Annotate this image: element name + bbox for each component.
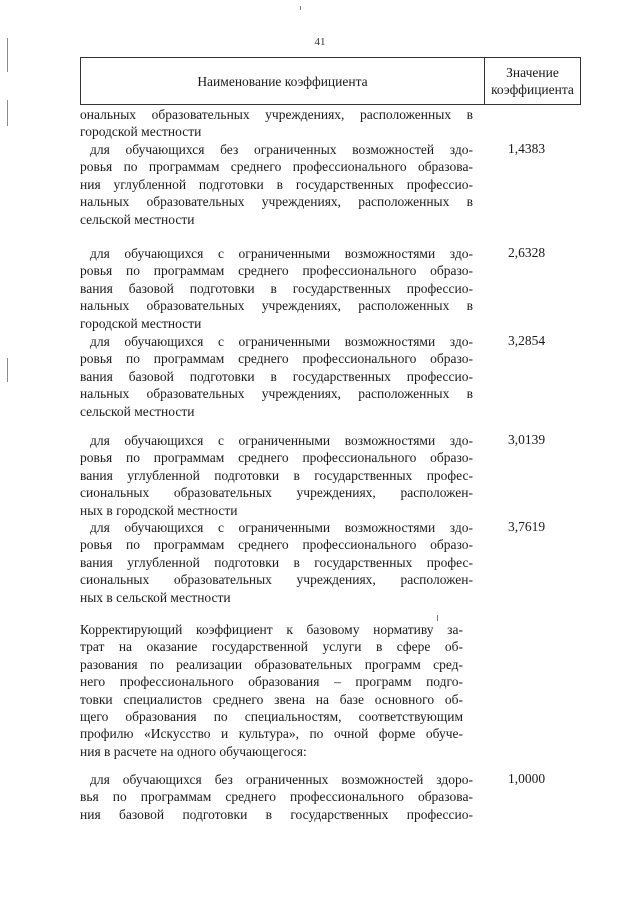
text-line: него профессионального образования – программ подго- <box>80 674 463 690</box>
text-line: сиональных образовательных учреждениях, расположен- <box>80 485 473 501</box>
text-line: нальных образовательных учреждениях, расположенных в <box>80 298 473 314</box>
text-line: трат на оказание государственной услуги в сфере об- <box>80 639 463 655</box>
text-line: разования по реализации образовательных программ сред- <box>80 656 463 672</box>
text-line: ровья по программам среднего профессионального образо- <box>80 263 473 279</box>
text-line: вания углубленной подготовки в государственных профес- <box>80 554 473 570</box>
text-line: ональных образовательных учреждениях, расположенных в <box>80 107 473 122</box>
header-value-line: Значение <box>506 65 559 80</box>
text-line: ния базовой подготовки в государственных профессио- <box>80 806 473 822</box>
text-line: ных в сельской местности <box>80 589 231 605</box>
text-line: вания углубленной подготовки в государственных профес- <box>80 467 473 483</box>
page-number: 41 <box>314 36 326 48</box>
text-line: для обучающихся с ограниченными возможностями здо- <box>90 334 473 349</box>
text-line: для обучающихся с ограниченными возможностями здо- <box>90 433 473 448</box>
text-line: для обучающихся без ограниченных возможностей здоро- <box>90 772 473 787</box>
table-row-name <box>80 333 473 420</box>
text-line: вания базовой подготовки в государственных профессио- <box>80 280 473 296</box>
text-line: сиональных образовательных учреждениях, расположен- <box>80 572 473 588</box>
scan-edge-mark <box>7 38 8 72</box>
text-line: нальных образовательных учреждениях, расположенных в <box>80 194 473 210</box>
scan-speck <box>300 6 301 10</box>
header-value-line: коэффициента <box>491 82 574 97</box>
text-line: ния в расчете на одного обучающегося: <box>80 743 307 759</box>
scan-edge-mark <box>7 358 8 382</box>
section-heading-text <box>80 621 463 760</box>
text-line: для обучающихся с ограниченными возможностями здо- <box>90 520 473 535</box>
text-line: вья по программам среднего профессионального образова- <box>80 789 473 805</box>
header-name-cell: Наименование коэффициента <box>81 58 485 104</box>
text-line: ния углубленной подготовки в государственных профессио- <box>80 176 473 192</box>
text-line: для обучающихся без ограниченных возможностей здо- <box>90 142 473 157</box>
table-header <box>80 57 581 105</box>
text-line: ровья по программам среднего профессионального образо- <box>80 450 473 466</box>
text-line: ных в городской местности <box>80 502 238 518</box>
coefficient-value: 1,0000 <box>508 771 546 786</box>
text-line: ровья по программам среднего профессионального образо- <box>80 351 473 367</box>
text-line: профилю «Искусство и культура», по очной форме обуче- <box>80 726 463 742</box>
table-row-name <box>80 432 473 519</box>
table-row-name <box>80 141 473 228</box>
coefficient-value: 2,6328 <box>508 245 546 260</box>
continuation-text <box>80 106 473 141</box>
coefficient-value: 3,0139 <box>508 432 546 447</box>
final-row-name <box>80 771 473 823</box>
coefficient-value: 1,4383 <box>508 141 546 156</box>
text-line: нальных образовательных учреждениях, расположенных в <box>80 386 473 402</box>
text-line: Корректирующий коэффициент к базовому нормативу за- <box>80 622 463 637</box>
text-line: сельской местности <box>80 211 195 227</box>
text-line: ровья по программам среднего профессионального образова- <box>80 159 473 175</box>
coefficient-value: 3,7619 <box>508 519 546 534</box>
text-line: щего образования по специальностям, соответствующим <box>80 709 463 725</box>
text-line: городской местности <box>80 124 202 140</box>
text-line: городской местности <box>80 315 202 331</box>
text-line: для обучающихся с ограниченными возможностями здо- <box>90 246 473 261</box>
text-line: сельской местности <box>80 403 195 419</box>
coefficient-value: 3,2854 <box>508 333 546 348</box>
table-row-name <box>80 245 473 332</box>
text-line: вания базовой подготовки в государственных профессио- <box>80 368 473 384</box>
header-value-cell <box>485 58 580 104</box>
table-row-name <box>80 519 473 606</box>
scan-edge-mark <box>7 100 8 126</box>
text-line: ровья по программам среднего профессионального образо- <box>80 537 473 553</box>
text-line: товки специалистов среднего звена на базе основного об- <box>80 691 463 707</box>
